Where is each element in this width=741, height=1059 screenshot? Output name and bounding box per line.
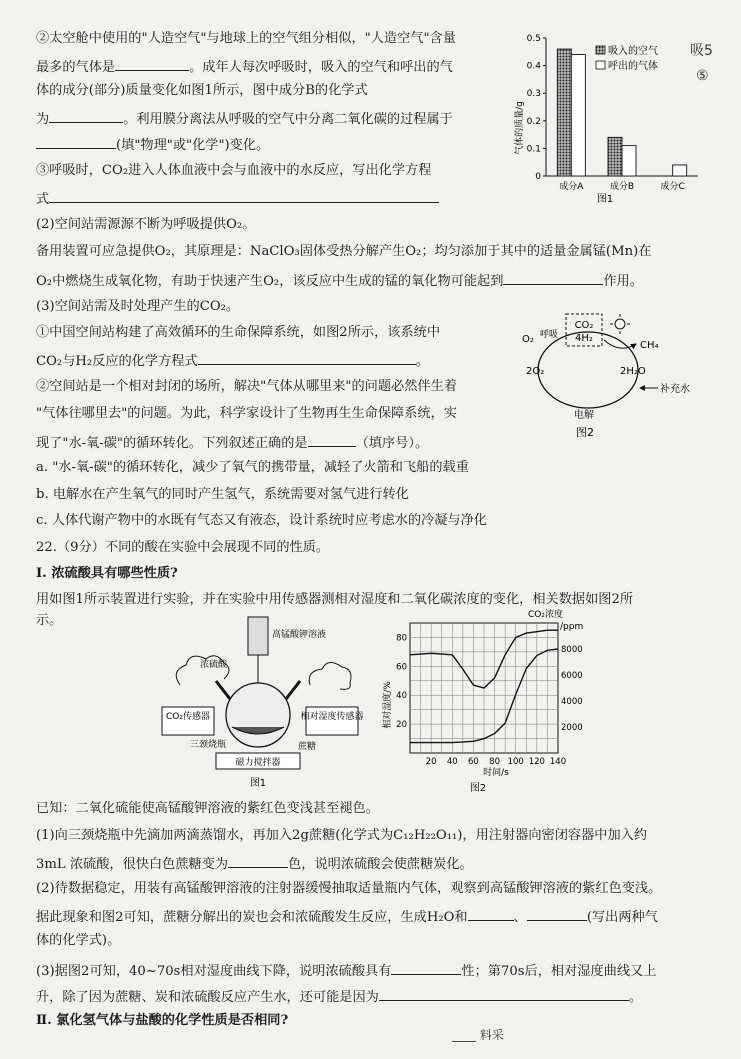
- q22-intro-2: 示。: [36, 613, 63, 628]
- q22-intro-1: 用如图1所示装置进行实验，并在实验中用传感器测相对湿度和二氧化碳浓度的变化，相关数据如图2所: [36, 592, 634, 607]
- answer-blank[interactable]: [391, 960, 461, 975]
- fig2-xtick-label: 20: [425, 757, 437, 767]
- fig2-ytick-label: 60: [396, 662, 407, 673]
- handwriting-note: ⑤: [696, 68, 709, 84]
- answer-blank[interactable]: [308, 432, 356, 447]
- fig2-xtick-label: 120: [528, 757, 545, 767]
- q22-part3-line2: 升，除了因为蔗糖、炭和浓硫酸反应产生水，还可能是因为 。: [36, 986, 642, 1007]
- q21-line-7: 式: [36, 188, 439, 209]
- ppm-label: /ppm: [560, 622, 584, 632]
- q21-line-6: ③呼吸时，CO₂进入人体血液中会与血液中的水反应，写出化学方程: [36, 163, 432, 178]
- cycle-2h2o: 2H₂O: [620, 366, 646, 377]
- fig2-ytick-right-label: 4000: [561, 697, 583, 707]
- sugar-label: 蔗糖: [298, 742, 317, 752]
- cycle-co2: CO₂: [574, 320, 594, 331]
- apparatus-diagram: [160, 615, 365, 790]
- q22-part1-line2: 3mL 浓硫酸，很快白色蔗糖变为 色，说明浓硫酸会使蔗糖炭化。: [36, 853, 473, 874]
- fig2-ytick-label: 20: [396, 720, 407, 731]
- legend-exhaled: 呼出的气体: [608, 61, 658, 72]
- answer-blank[interactable]: [198, 350, 416, 365]
- fig1-bar: [571, 55, 585, 176]
- stirrer-label: 磁力搅拌器: [235, 758, 281, 768]
- fig1-ytick-label: 0: [535, 172, 541, 182]
- q21-line-14: ②空间站是一个相对封闭的场所，解决"气体从哪里来"的问题必然伴生着: [36, 379, 457, 394]
- answer-blank[interactable]: [228, 853, 288, 868]
- fig2-caption: 图2: [576, 426, 594, 439]
- option-c: c. 人体代谢产物中的水既有气态又有液态，设计系统时应考虑水的冷凝与净化: [36, 513, 487, 528]
- legend-inhaled: 吸入的空气: [608, 46, 658, 57]
- rh-sensor-label: 相对湿度传感器: [300, 712, 364, 722]
- fig2-xtick-label: 40: [446, 757, 458, 767]
- q22-part1-line1: (1)向三颈烧瓶中先滴加两滴蒸馏水，再加入2g蔗糖(化学式为C₁₂H₂₂O₁₁)，用注射器向密闭容器中加入约: [36, 828, 648, 843]
- q21-line-13: CO₂与H₂反应的化学方程式 。: [36, 350, 429, 371]
- fig2-ytick-right-label: 2000: [561, 723, 583, 733]
- cycle-ch4: CH₄: [640, 340, 659, 351]
- fig1-caption: 图1: [596, 194, 614, 205]
- kmno4-label: 高锰酸钾溶液: [272, 630, 327, 640]
- rh-axis-label: 相对湿度/%: [383, 681, 393, 729]
- fig1-ytick-label: 0.5: [526, 34, 541, 44]
- fig1-category-label: 成分B: [609, 182, 635, 192]
- fig1-ytick-label: 0.2: [526, 116, 541, 127]
- answer-blank[interactable]: [49, 188, 439, 203]
- q21-line-15: "气体往哪里去"的问题。为此，科学家设计了生物再生生命保障系统，实: [36, 406, 457, 421]
- q21-line-8: (2)空间站需源源不断为呼吸提供O₂。: [36, 217, 256, 232]
- sun-icon: [610, 314, 630, 334]
- q22-known: 已知：二氧化硫能使高锰酸钾溶液的紫红色变浅甚至褪色。: [36, 801, 379, 816]
- legend-swatch-inhaled: [596, 46, 605, 54]
- fig1-bar: [622, 146, 636, 176]
- cycle-breath: 呼吸: [540, 330, 559, 340]
- apparatus-caption: 图1: [249, 778, 267, 789]
- fig2-cycle-diagram: [508, 304, 708, 444]
- fig2-xtick-label: 100: [507, 757, 524, 767]
- q21-line-11: (3)空间站需及时处理产生的CO₂。: [36, 299, 240, 314]
- handwriting-note: ____ 料采: [452, 1028, 504, 1042]
- answer-blank[interactable]: [36, 134, 116, 149]
- three-neck-flask: [226, 683, 290, 747]
- fig2-xtick-label: 80: [489, 757, 500, 767]
- q21-line-10: O₂中燃烧生成氧化物，有助于快速产生O₂，该反应中生成的锰的氧化物可能起到 作用。: [36, 270, 643, 291]
- answer-blank[interactable]: [115, 56, 189, 71]
- answer-blank[interactable]: [527, 906, 587, 921]
- answer-blank[interactable]: [503, 270, 603, 285]
- fig2-line-chart: [378, 605, 598, 795]
- fig1-category-label: 成分A: [559, 182, 584, 192]
- fig2-ytick-label: 40: [396, 691, 407, 702]
- co2-axis-label: CO₂浓度: [528, 610, 563, 620]
- fig2-xtick-label: 60: [468, 757, 479, 767]
- cycle-h2: 4H₂: [575, 333, 593, 344]
- option-b: b. 电解水在产生氧气的同时产生氢气，系统需要对氢气进行转化: [36, 487, 409, 502]
- fig2-caption: 图2: [469, 783, 487, 794]
- q21-line-2: 最多的气体是 。成年人每次呼吸时，吸入的空气和呼出的气: [36, 56, 453, 77]
- answer-blank[interactable]: [49, 108, 123, 123]
- fig1-ytick-label: 0.4: [526, 61, 541, 72]
- fig1-ylabel: 气体的质量/g: [515, 101, 525, 155]
- fig1-bar: [673, 165, 687, 176]
- q21-line-4: 为 。利用膜分离法从呼吸的空气中分离二氧化碳的过程属于: [36, 108, 453, 129]
- cycle-2o2: 2O₂: [526, 366, 545, 377]
- fig2-ytick-right-label: 6000: [561, 671, 583, 681]
- q21-line-9: 备用装置可应急提供O₂，其原理是：NaClO₃固体受热分解产生O₂；均匀添加于其中的适量金属锰(Mn)在: [36, 244, 652, 259]
- option-a: a. "水-氧-碳"的循环转化，减少了氧气的携带量，减轻了火箭和飞船的载重: [36, 460, 469, 475]
- legend-swatch-exhaled: [596, 61, 605, 69]
- section-1-title: Ⅰ. 浓硫酸具有哪些性质?: [36, 566, 178, 581]
- fig1-ytick-label: 0.3: [526, 89, 541, 100]
- fig1-bar: [608, 137, 622, 176]
- q21-line-3: 体的成分(部分)质量变化如图1所示，图中成分B的化学式: [36, 83, 368, 98]
- q21-line-5: (填"物理"或"化学")变化。: [36, 134, 269, 155]
- fig2-ytick-right-label: 8000: [561, 645, 583, 655]
- q22-part2-line1: (2)待数据稳定，用装有高锰酸钾溶液的注射器缓慢抽取适量瓶内气体，观察到高锰酸钾溶液的紫红色变浅。: [36, 881, 662, 896]
- fig2-xtick-label: 140: [549, 757, 567, 767]
- handwriting-note: 吸5: [690, 43, 713, 59]
- q21-line-16: 现了"水-氧-碳"的循环转化。下列叙述正确的是 （填序号）。: [36, 432, 428, 453]
- answer-blank[interactable]: [468, 906, 514, 921]
- fig1-bar: [557, 49, 571, 176]
- fig1-bar-chart: [508, 28, 708, 206]
- cycle-add-water: 补充水: [660, 384, 690, 395]
- section-2-title: Ⅱ. 氯化氢气体与盐酸的化学性质是否相同?: [36, 1013, 289, 1028]
- fig2-xlabel: 时间/s: [483, 768, 509, 778]
- flask-label: 三颈烧瓶: [190, 740, 227, 750]
- fig1-category-label: 成分C: [660, 182, 685, 192]
- q21-line-1: ②太空舱中使用的"人造空气"与地球上的空气组分相似，"人造空气"含量: [36, 31, 456, 46]
- q22-part2-line3: 体的化学式)。: [36, 933, 121, 948]
- cycle-o2: O₂: [522, 334, 534, 345]
- fig1-ytick-label: 0.1: [526, 144, 541, 155]
- cycle-electrolysis: 电解: [574, 410, 594, 421]
- q21-line-12: ①中国空间站构建了高效循环的生命保障系统，如图2所示，该系统中: [36, 325, 441, 340]
- syringe: [248, 617, 268, 655]
- h2so4-label: 浓硫酸: [200, 660, 228, 670]
- co2-sensor-label: CO₂传感器: [166, 712, 210, 722]
- q22-part3-line1: (3)据图2可知，40~70s相对湿度曲线下降，说明浓硫酸具有 性；第70s后，相对湿度曲线又上: [36, 960, 656, 981]
- q22-part2-line2: 据此现象和图2可知，蔗糖分解出的炭也会和浓硫酸发生反应，生成H₂O和 、 (写出两种气: [36, 906, 658, 927]
- answer-blank[interactable]: [379, 986, 629, 1001]
- fig2-ytick-label: 80: [396, 633, 407, 644]
- q22-title: 22.（9分）不同的酸在实验中会展现不同的性质。: [36, 540, 330, 555]
